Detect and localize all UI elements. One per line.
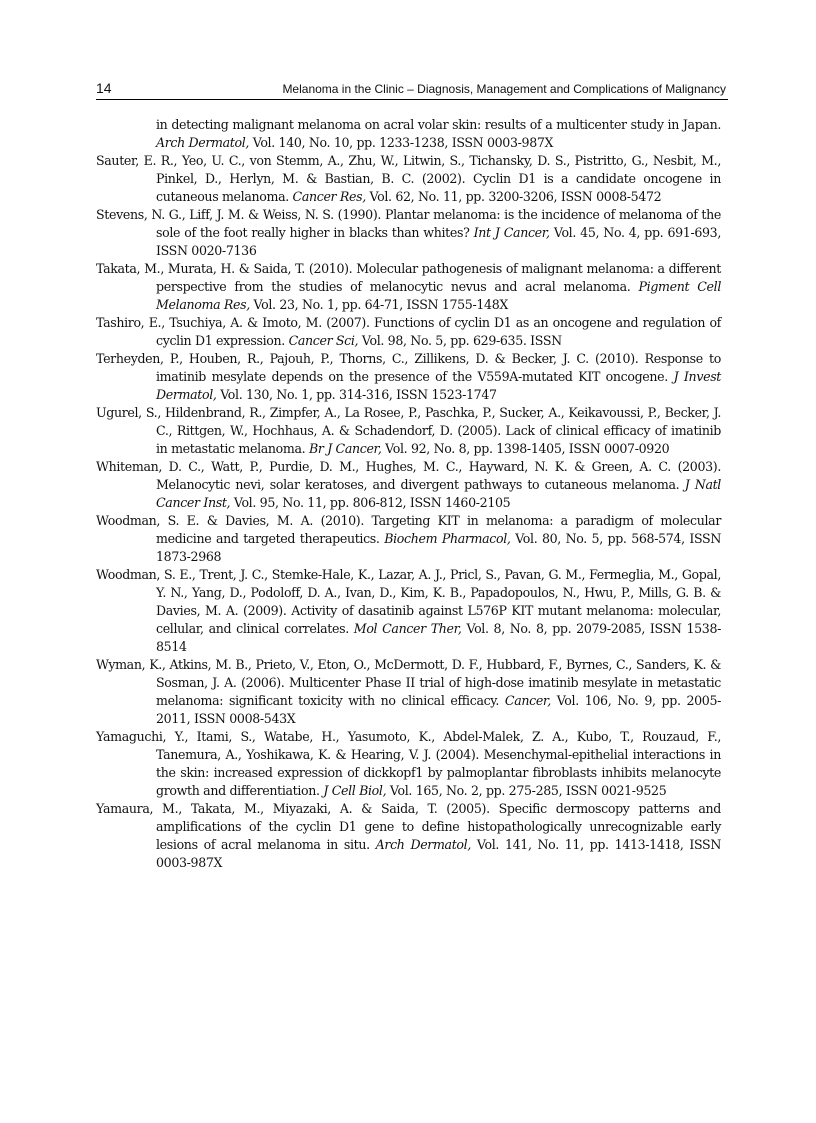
- reference-entry: in detecting malignant melanoma on acral volar skin: results of a multicenter study in Japan. Arch Dermatol, Vol. 140, No. 10, pp. 1233-1238, ISSN 0003-987X: [156, 117, 721, 150]
- reference-entry: Whiteman, D. C., Watt, P., Purdie, D. M., Hughes, M. C., Hayward, N. K. & Green, A. C. (2003). Melanocytic nevi, solar keratoses, and divergent pathways to cutaneous melanoma. J Natl Cancer Inst, Vol. 95, No. 11, pp. 806-812, ISSN 1460-2105: [96, 459, 721, 510]
- reference-entry: Terheyden, P., Houben, R., Pajouh, P., Thorns, C., Zillikens, D. & Becker, J. C. (2010). Response to imatinib mesylate depends on the presence of the V559A-mutated KIT oncogene. J Invest Dermatol, Vol. 130, No. 1, pp. 314-316, ISSN 1523-1747: [96, 351, 722, 402]
- running-title: Melanoma in the Clinic – Diagnosis, Management and Complications of Malignancy: [282, 82, 726, 96]
- running-header: [96, 80, 728, 100]
- reference-entry: Yamaura, M., Takata, M., Miyazaki, A. & Saida, T. (2005). Specific dermoscopy patterns and amplifications of the cyclin D1 gene to define histopathologically unrecognizable early lesions of acral melanoma in situ. Arch Dermatol, Vol. 141, No. 11, pp. 1413-1418, ISSN 0003-987X: [96, 801, 722, 870]
- reference-entry: Sauter, E. R., Yeo, U. C., von Stemm, A., Zhu, W., Litwin, S., Tichansky, D. S., Pistritto, G., Nesbit, M., Pinkel, D., Herlyn, M. & Bastian, B. C. (2002). Cyclin D1 is a candidate oncogene in cutaneous melanoma. Cancer Res, Vol. 62, No. 11, pp. 3200-3206, ISSN 0008-5472: [96, 153, 721, 204]
- reference-entry: Takata, M., Murata, H. & Saida, T. (2010). Molecular pathogenesis of malignant melanoma: a different perspective from the studies of melanocytic nevus and acral melanoma. Pigment Cell Melanoma Res, Vol. 23, No. 1, pp. 64-71, ISSN 1755-148X: [96, 261, 722, 312]
- page-number: 14: [96, 80, 112, 96]
- reference-entry: Wyman, K., Atkins, M. B., Prieto, V., Eton, O., McDermott, D. F., Hubbard, F., Byrnes, C., Sanders, K. & Sosman, J. A. (2006). Multicenter Phase II trial of high-dose imatinib mesylate in metastatic melanoma: significant toxicity with no clinical efficacy. Cancer, Vol. 106, No. 9, pp. 2005-2011, ISSN 0008-543X: [96, 657, 722, 726]
- reference-entry: Tashiro, E., Tsuchiya, A. & Imoto, M. (2007). Functions of cyclin D1 as an oncogene and regulation of cyclin D1 expression. Cancer Sci, Vol. 98, No. 5, pp. 629-635. ISSN: [96, 315, 721, 348]
- reference-entry: Woodman, S. E. & Davies, M. A. (2010). Targeting KIT in melanoma: a paradigm of molecular medicine and targeted therapeutics. Biochem Pharmacol, Vol. 80, No. 5, pp. 568-574, ISSN 1873-2968: [96, 513, 722, 564]
- reference-entry: Woodman, S. E., Trent, J. C., Stemke-Hale, K., Lazar, A. J., Pricl, S., Pavan, G. M., Fermeglia, M., Gopal, Y. N., Yang, D., Podoloff, D. A., Ivan, D., Kim, K. B., Papadopoulos, N., Hwu, P., Mills, G. B. & Davies, M. A. (2009). Activity of dasatinib against L576P KIT mutant melanoma: molecular, cellular, and clinical correlates. Mol Cancer Ther, Vol. 8, No. 8, pp. 2079-2085, ISSN 1538-8514: [96, 567, 722, 654]
- reference-entry: Yamaguchi, Y., Itami, S., Watabe, H., Yasumoto, K., Abdel-Malek, Z. A., Kubo, T., Rouzaud, F., Tanemura, A., Yoshikawa, K. & Hearing, V. J. (2004). Mesenchymal-epithelial interactions in the skin: increased expression of dickkopf1 by palmoplantar fibroblasts inhibits melanocyte growth and differentiation. J Cell Biol, Vol. 165, No. 2, pp. 275-285, ISSN 0021-9525: [96, 729, 721, 798]
- reference-entry: Stevens, N. G., Liff, J. M. & Weiss, N. S. (1990). Plantar melanoma: is the incidence of melanoma of the sole of the foot really higher in blacks than whites? Int J Cancer, Vol. 45, No. 4, pp. 691-693, ISSN 0020-7136: [96, 207, 721, 258]
- reference-entry: Ugurel, S., Hildenbrand, R., Zimpfer, A., La Rosee, P., Paschka, P., Sucker, A., Keikavoussi, P., Becker, J. C., Rittgen, W., Hochhaus, A. & Schadendorf, D. (2005). Lack of clinical efficacy of imatinib in metastatic melanoma. Br J Cancer, Vol. 92, No. 8, pp. 1398-1405, ISSN 0007-0920: [96, 405, 721, 456]
- reference-list: [96, 116, 721, 872]
